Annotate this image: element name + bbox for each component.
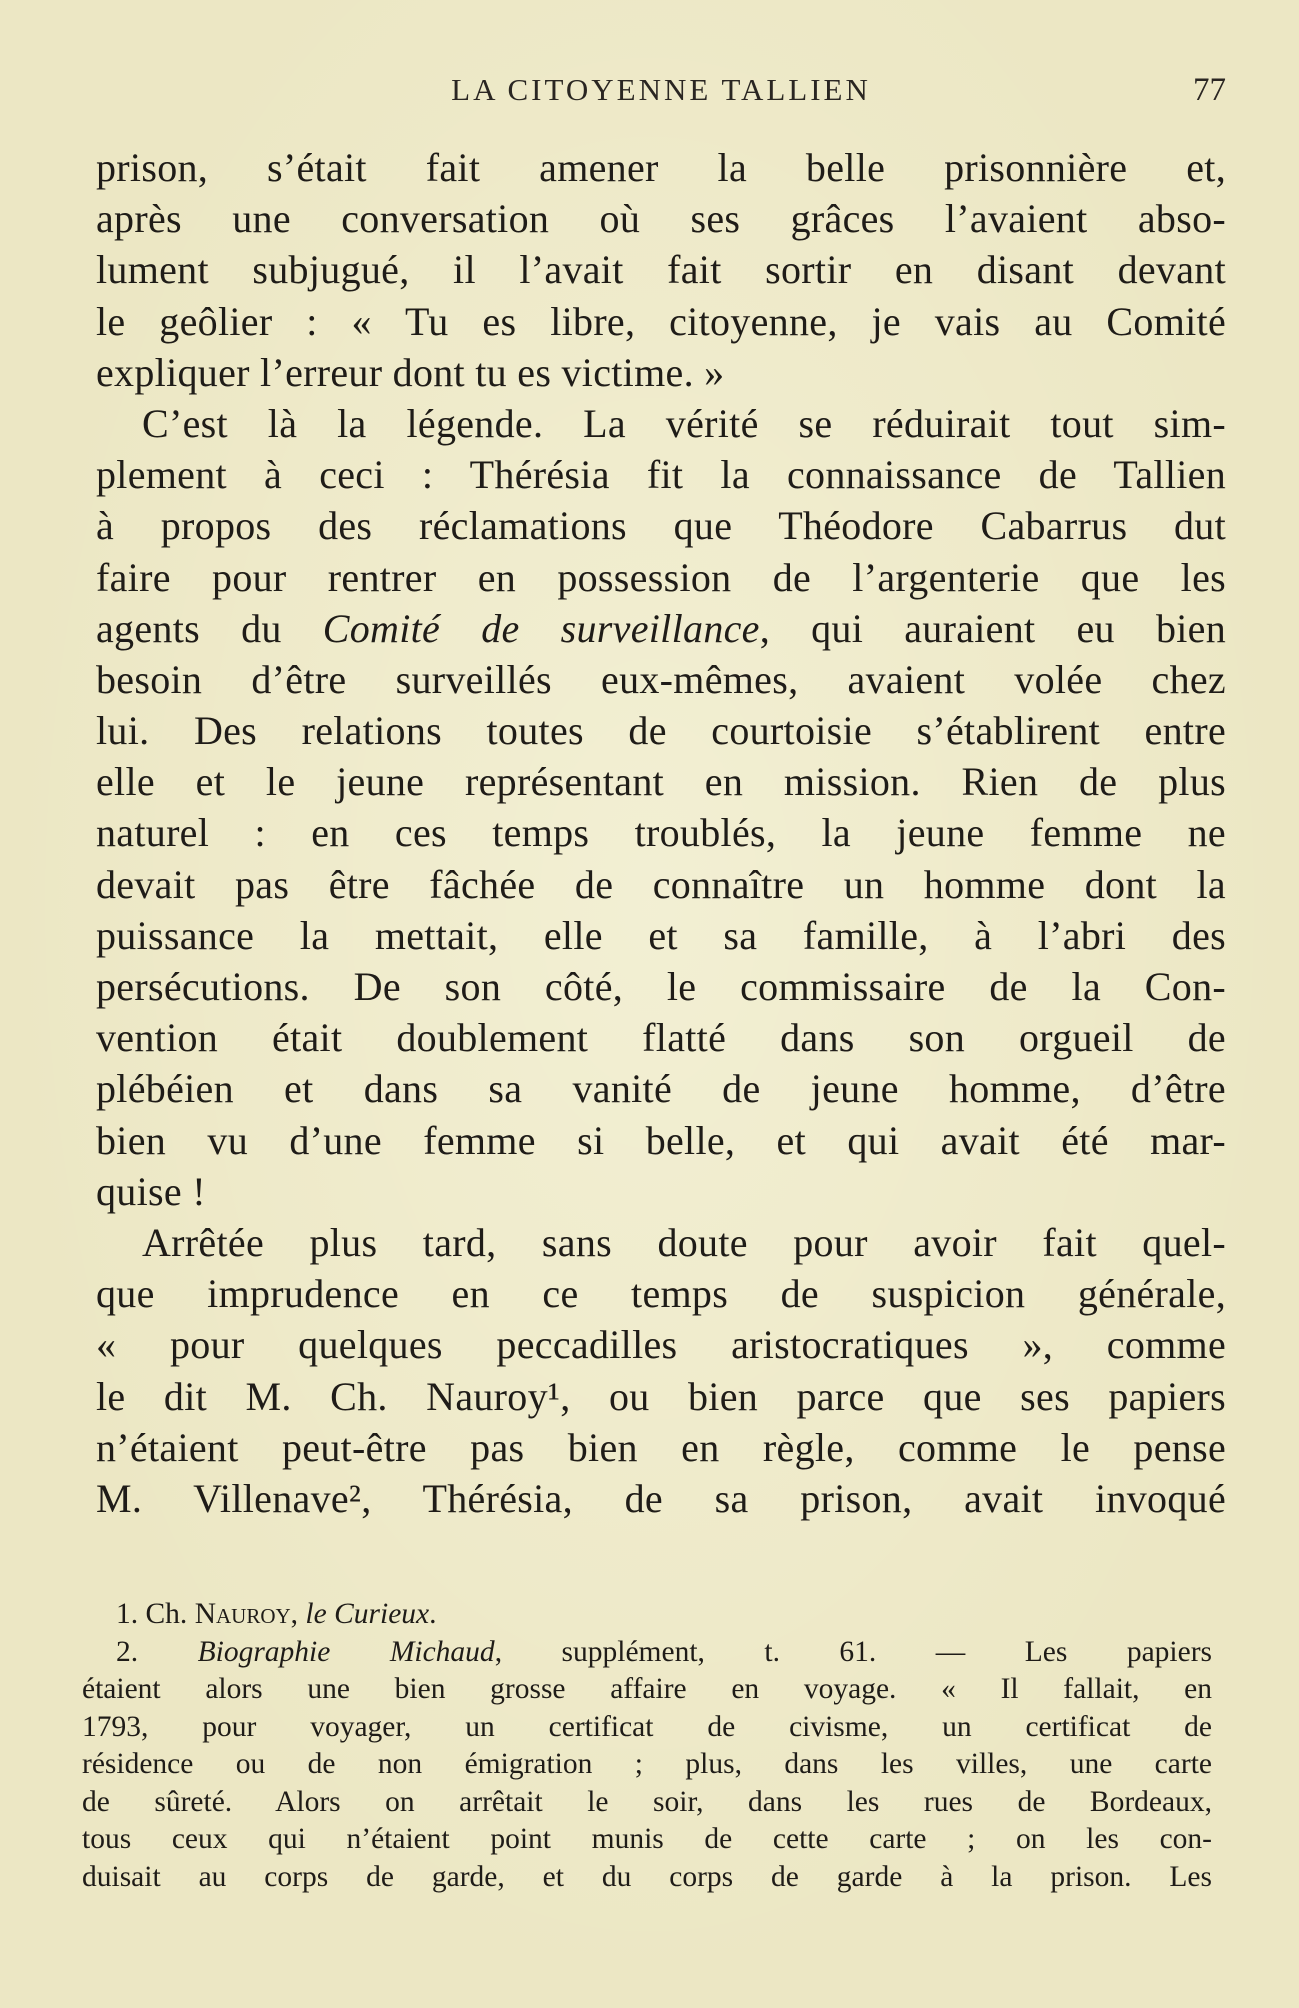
text-line: elle et le jeune représentant en mission. Rien de plus: [96, 759, 1226, 805]
text-line: lument subjugué, il l’avait fait sortir en disant devant: [96, 247, 1226, 293]
footnote-line: duisait au corps de garde, et du corps de garde à la prison. Les: [82, 1860, 1212, 1893]
text-run: agents du: [96, 605, 323, 651]
text-line: le dit M. Ch. Nauroy¹, ou bien parce que ses papiers: [96, 1373, 1226, 1419]
text-line: persécutions. De son côté, le commissaire de la Con-: [96, 964, 1226, 1009]
text-line: bien vu d’une femme si belle, et qui avait été mar-: [96, 1117, 1226, 1163]
footnote-number: 1. Ch.: [116, 1598, 195, 1630]
footnote-author: Nauroy: [194, 1598, 291, 1630]
running-title: LA CITOYENNE TALLIEN: [451, 72, 871, 107]
footnote-number: 2.: [116, 1635, 198, 1668]
footnote-1: [82, 1596, 1212, 1634]
running-header: [96, 72, 1226, 122]
text-line: naturel : en ces temps troublés, la jeune femme ne: [96, 810, 1226, 856]
footnote-text: .: [429, 1598, 437, 1630]
italic-run: Comité de surveillance: [322, 605, 760, 651]
footnote-line: tous ceux qui n’étaient point munis de cette carte ; on les con-: [82, 1823, 1212, 1855]
text-line: [96, 603, 1226, 654]
text-line: besoin d’être surveillés eux-mêmes, avaient volée chez: [96, 656, 1226, 702]
footnote-line: 1793, pour voyager, un certificat de civisme, un certificat de: [82, 1710, 1212, 1743]
footnote-title: Biographie Michaud: [197, 1635, 495, 1668]
footnote-text: , supplément, t. 61. — Les papiers: [494, 1635, 1213, 1668]
text-line: expliquer l’erreur dont tu es victime. »: [96, 349, 725, 395]
text-line: n’étaient peut-être pas bien en règle, comme le pense: [96, 1424, 1226, 1470]
body-text: [96, 142, 1226, 1524]
text-line: le geôlier : « Tu es libre, citoyenne, je vais au Comité: [96, 298, 1226, 344]
text-line: devait pas être fâchée de connaître un homme dont la: [96, 861, 1226, 907]
text-line: « pour quelques peccadilles aristocratiques », comme: [96, 1322, 1226, 1368]
footnote-line: de sûreté. Alors on arrêtait le soir, dans les rues de Bordeaux,: [82, 1785, 1212, 1818]
text-line: C’est là la légende. La vérité se réduirait tout sim-: [142, 400, 1226, 446]
text-line: faire pour rentrer en possession de l’argenterie que les: [96, 554, 1226, 600]
text-line: que imprudence en ce temps de suspicion générale,: [96, 1271, 1226, 1317]
text-line: Arrêtée plus tard, sans doute pour avoir fait quel-: [142, 1219, 1226, 1265]
text-line: lui. Des relations toutes de courtoisie s’établirent entre: [96, 708, 1226, 754]
text-line: quise !: [96, 1168, 206, 1214]
text-line: prison, s’était fait amener la belle prisonnière et,: [96, 145, 1226, 190]
footnote-text: ,: [290, 1598, 306, 1630]
text-line: après une conversation où ses grâces l’avaient abso-: [96, 196, 1226, 242]
footnote-line: étaient alors une bien grosse affaire en voyage. « Il fallait, en: [82, 1673, 1212, 1705]
text-line: M. Villenave², Thérésia, de sa prison, avait invoqué: [96, 1475, 1226, 1521]
text-line: à propos des réclamations que Théodore Cabarrus dut: [96, 503, 1226, 549]
text-line: puissance la mettait, elle et sa famille, à l’abri des: [96, 912, 1226, 958]
text-run: , qui auraient eu bien: [759, 605, 1227, 651]
footnote-title: le Curieux: [305, 1598, 430, 1630]
text-line: plébéien et dans sa vanité de jeune homme, d’être: [96, 1066, 1226, 1112]
page-number: 77: [1193, 72, 1226, 108]
footnote-2: [82, 1634, 1212, 1672]
footnotes: [82, 1596, 1212, 1896]
footnote-line: résidence ou de non émigration ; plus, dans les villes, une carte: [82, 1748, 1212, 1780]
text-line: plement à ceci : Thérésia fit la connaissance de Tallien: [96, 452, 1226, 498]
text-line: vention était doublement flatté dans son orgueil de: [96, 1015, 1226, 1061]
